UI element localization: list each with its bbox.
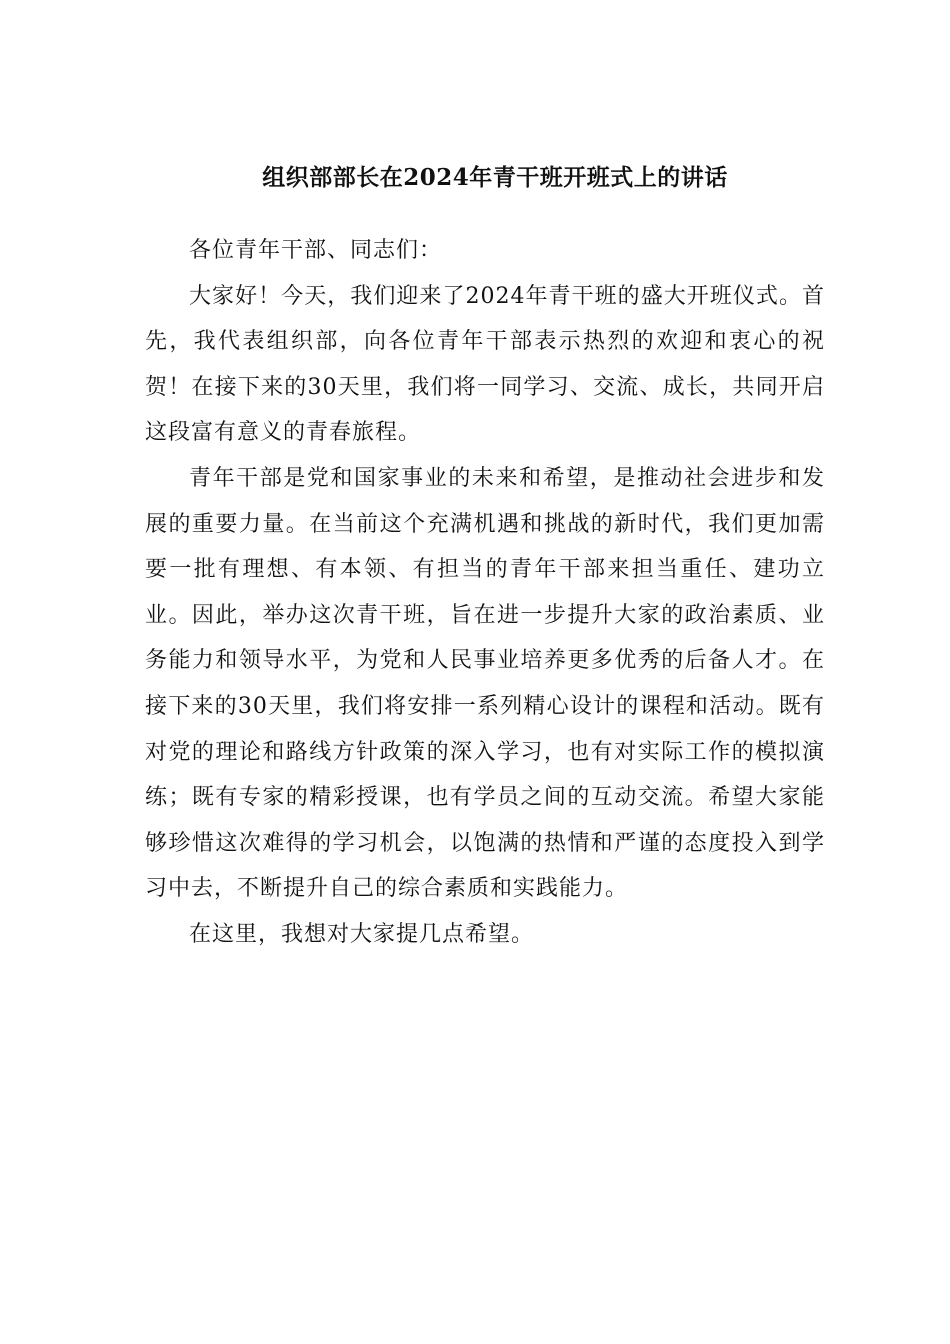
document-title: 组织部部长在2024年青干班开班式上的讲话	[262, 164, 728, 191]
purpose-paragraph: 青年干部是党和国家事业的未来和希望，是推动社会进步和发展的重要力量。在当前这个充满机遇和挑战的新时代，我们更加需要一批有理想、有本领、有担当的青年干部来担当重任、建功立业。因此，举办这次青干班，旨在进一步提升大家的政治素质、业务能力和领导水平，为党和人民事业培养更多优秀的后备人才。在接下来的30天里，我们将安排一系列精心设计的课程和活动。既有对党的理论和路线方针政策的深入学习，也有对实际工作的模拟演练；既有专家的精彩授课，也有学员之间的互动交流。希望大家能够珍惜这次难得的学习机会，以饱满的热情和严谨的态度投入到学习中去，不断提升自己的综合素质和实践能力。	[145, 465, 825, 902]
opening-paragraph: 大家好！今天，我们迎来了2024年青干班的盛大开班仪式。首先，我代表组织部，向各位青年干部表示热烈的欢迎和衷心的祝贺！在接下来的30天里，我们将一同学习、交流、成长，共同开启这段富有意义的青春旅程。	[145, 283, 825, 446]
hopes-intro-paragraph: 在这里，我想对大家提几点希望。	[189, 921, 535, 947]
document-body	[145, 228, 825, 958]
salutation-paragraph: 各位青年干部、同志们：	[189, 238, 443, 263]
